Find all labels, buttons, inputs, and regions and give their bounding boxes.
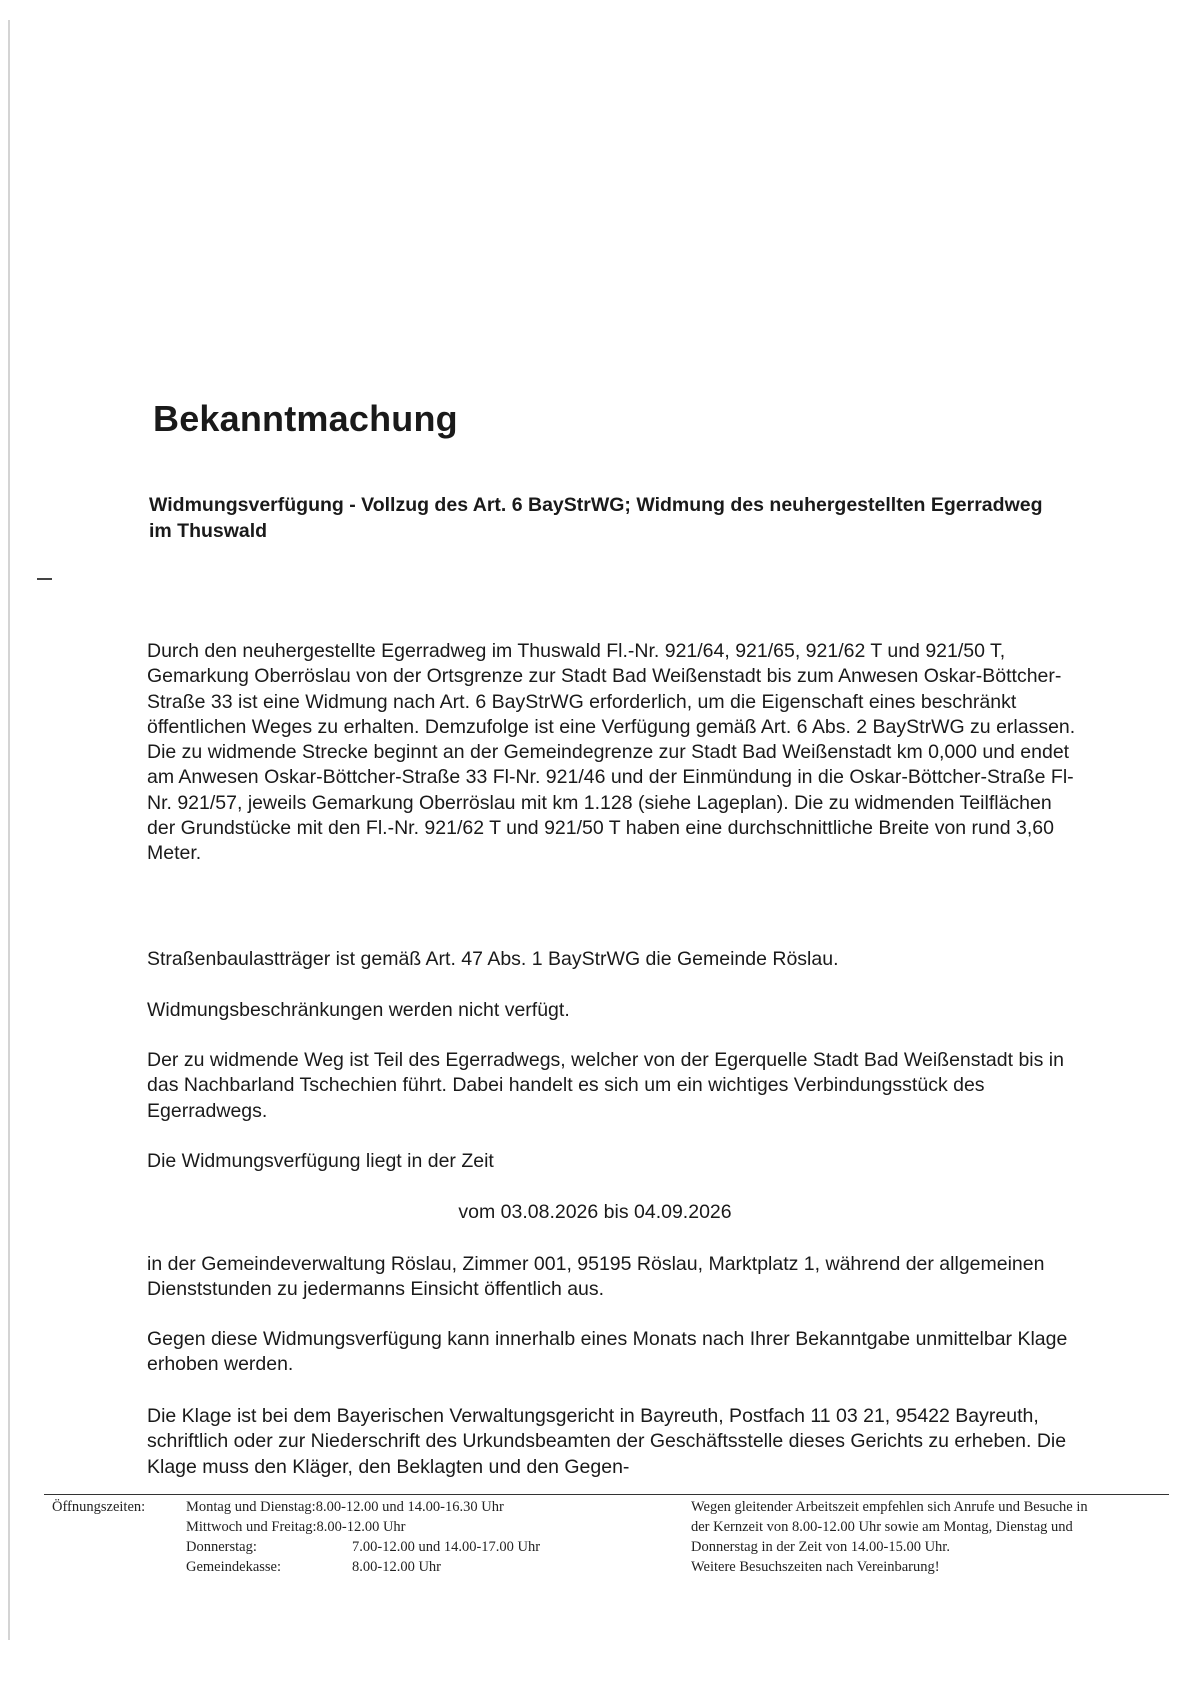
hours-day: Mittwoch und Freitag: (186, 1519, 317, 1535)
footer-opening-hours (186, 1497, 540, 1577)
note-line: der Kernzeit von 8.00-12.00 Uhr sowie am Montag, Dienstag und (691, 1519, 1073, 1535)
hours-row (186, 1557, 540, 1577)
hours-time: 7.00-12.00 und 14.00-17.00 Uhr (352, 1539, 541, 1555)
paragraph-rechtsbehelf: Gegen diese Widmungsverfügung kann innerhalb eines Monats nach Ihrer Bekanntgabe unmittelbar Klage erhoben werden. (147, 1328, 1068, 1376)
note-line: Wegen gleitender Arbeitszeit empfehlen sich Anrufe und Besuche in (691, 1499, 1088, 1515)
footer-divider (44, 1494, 1169, 1495)
paragraph-intro: Durch den neuhergestellte Egerradweg im Thuswald Fl.-Nr. 921/64, 921/65, 921/62 T und 921/50 T, Gemarkung Oberröslau von der Ortsgrenze zur Stadt Bad Weißenstadt bis zum Anwesen Oskar-Böttcher-Straße 33 ist eine Widmung nach Art. 6 BayStrWG erforderlich, um die Eigenschaft eines beschränkt öffentlichen Weges zu erhalten. Demzufolge ist eine Verfügung gemäß Art. 6 Abs. 2 BayStrWG zu erlassen. Die zu widmende Strecke beginnt an der Gemeindegrenze zur Stadt Bad Weißenstadt km 0,000 und endet am Anwesen Oskar-Böttcher-Straße 33 Fl-Nr. 921/46 und der Einmündung in die Oskar-Böttcher-Straße Fl-Nr. 921/57, jeweils Gemarkung Oberröslau mit km 1.128 (siehe Lageplan). Die zu widmenden Teilflächen der Grundstücke mit den Fl.-Nr. 921/62 T und 921/50 T haben eine durchschnittliche Breite von rund 3,60 Meter. (147, 640, 1076, 865)
note-line: Donnerstag in der Zeit von 14.00-15.00 Uhr. (691, 1539, 950, 1555)
paragraph-beschraenkungen: Widmungsbeschränkungen werden nicht verfügt. (147, 999, 570, 1021)
footer-label: Öffnungszeiten: (52, 1499, 146, 1515)
hours-row (186, 1537, 540, 1557)
fold-mark (37, 578, 52, 580)
paragraph-baulasttraeger: Straßenbaulastträger ist gemäß Art. 47 Abs. 1 BayStrWG die Gemeinde Röslau. (147, 948, 839, 970)
hours-row (186, 1517, 540, 1537)
document-subject: Widmungsverfügung - Vollzug des Art. 6 BayStrWG; Widmung des neuhergestellten Egerradweg im Thuswald (149, 494, 1043, 542)
hours-day: Gemeindekasse: (186, 1559, 282, 1575)
document-title: Bekanntmachung (153, 398, 458, 439)
auslegung-zeitraum: vom 03.08.2026 bis 04.09.2026 (458, 1201, 732, 1223)
page-edge-line (8, 20, 10, 1640)
hours-day: Montag und Dienstag: (186, 1499, 316, 1515)
footer-visiting-note (691, 1497, 1169, 1577)
hours-row (186, 1497, 540, 1517)
paragraph-klage: Die Klage ist bei dem Bayerischen Verwaltungsgericht in Bayreuth, Postfach 11 03 21, 95422 Bayreuth, schriftlich oder zur Niederschrift des Urkundsbeamten der Geschäftsstelle dieses Gerichts zu erheben. Die Klage muss den Kläger, den Beklagten und den Gegen- (147, 1405, 1067, 1478)
hours-day: Donnerstag: (186, 1539, 257, 1555)
hours-time: 8.00-12.00 Uhr (352, 1559, 442, 1575)
paragraph-egerradweg: Der zu widmende Weg ist Teil des Egerradwegs, welcher von der Egerquelle Stadt Bad Weißenstadt bis in das Nachbarland Tschechien führt. Dabei handelt es sich um ein wichtiges Verbindungsstück des Egerradwegs. (147, 1049, 1064, 1122)
note-line: Weitere Besuchszeiten nach Vereinbarung! (691, 1559, 940, 1575)
hours-time: 8.00-12.00 Uhr (316, 1519, 406, 1535)
paragraph-ort: in der Gemeindeverwaltung Röslau, Zimmer 001, 95195 Röslau, Marktplatz 1, während der allgemeinen Dienststunden zu jedermanns Einsicht öffentlich aus. (147, 1253, 1045, 1301)
hours-time: 8.00-12.00 und 14.00-16.30 Uhr (315, 1499, 504, 1515)
paragraph-auslegung-intro: Die Widmungsverfügung liegt in der Zeit (147, 1150, 494, 1172)
